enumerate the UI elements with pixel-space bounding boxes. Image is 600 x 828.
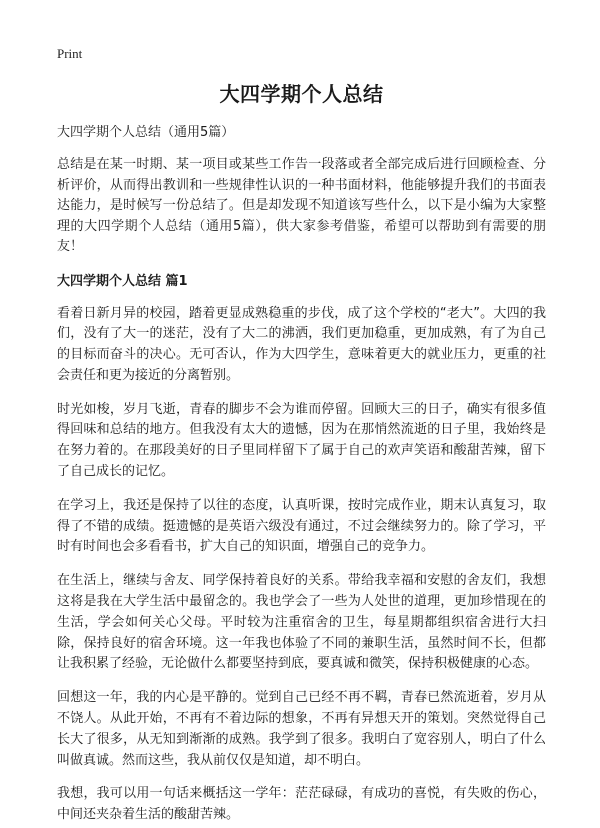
body-paragraph-2: 时光如梭，岁月飞逝，青春的脚步不会为谁而停留。回顾大三的日子，确实有很多值得回味和总结的地方。但我没有太大的遗憾，因为在那悄然流逝的日子里，我始终是在努力着的。在那段美好的日子里同样留下了属于自己的欢声笑语和酸甜苦辣，留下了自己成长的记忆。 bbox=[57, 401, 546, 480]
body-paragraph-3: 在学习上，我还是保持了以往的态度，认真听课，按时完成作业，期末认真复习，取得了不错的成绩。挺遗憾的是英语六级没有通过，不过会继续努力的。除了学习，平时有时间也会多看看书，扩大自己的知识面，增强自己的竞争力。 bbox=[57, 497, 546, 555]
document-subtitle: 大四学期个人总结（通用5篇） bbox=[57, 125, 235, 140]
body-paragraph-4: 在生活上，继续与舍友、同学保持着良好的关系。带给我幸福和安慰的舍友们，我想这将是我在大学生活中最留念的。我也学会了一些为人处世的道理，更加珍惜现在的生活，学会如何关心父母。平时较为注重宿舍的卫生，每星期都组织宿舍进行大扫除，保持良好的宿舍环境。这一年我也体验了不同的兼职生活，虽然时间不长，但都让我积累了经验，无论做什么都要坚持到底，要真诚和微笑，保持积极健康的心态。 bbox=[57, 573, 546, 672]
print-link[interactable]: Print bbox=[57, 46, 83, 61]
document-title: 大四学期个人总结 bbox=[219, 82, 384, 106]
intro-paragraph: 总结是在某一时期、某一项目或某些工作告一段落或者全部完成后进行回顾检查、分析评价，从而得出教训和一些规律性认识的一种书面材料，他能够提升我们的书面表达能力，是时候写一份总结了。但是却发现不知道该写些什么，以下是小编为大家整理的大四学期个人总结（通用5篇），供大家参考借鉴，希望可以帮助到有需要的朋友！ bbox=[57, 157, 546, 254]
body-paragraph-5: 回想这一年，我的内心是平静的。觉到自己已经不再不羁，青春已然流逝着，岁月从不饶人。从此开始，不再有不着边际的想象，不再有异想天开的策划。突然觉得自己长大了很多，从无知到渐渐的成熟。我学到了很多。我明白了宽容别人，明白了什么叫做真诚。然而这些，我从前仅仅是知道，却不明白。 bbox=[57, 690, 546, 768]
section-heading: 大四学期个人总结 篇1 bbox=[57, 273, 188, 289]
body-paragraph-1: 看着日新月异的校园，踏着更显成熟稳重的步伐，成了这个学校的“老大”。大四的我们，没有了大一的迷茫，没有了大二的沸洒，我们更加稳重，更加成熟，有了为自己的目标而奋斗的决心。无可否认，作为大四学生，意味着更大的就业压力，更重的社会责任和更为接近的分离暂别。 bbox=[57, 305, 546, 383]
body-paragraph-6: 我想，我可以用一句话来概括这一学年：茫茫碌碌，有成功的喜悦，有失败的伤心，中间还夹杂着生活的酸甜苦辣。 bbox=[57, 786, 546, 823]
